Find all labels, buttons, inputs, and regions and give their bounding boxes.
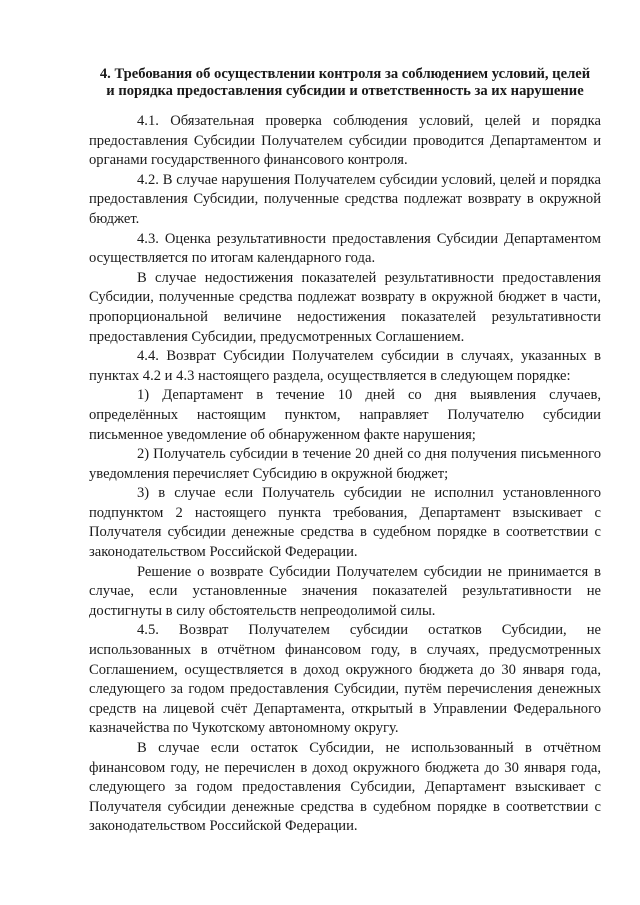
paragraph-4-4-item-3: 3) в случае если Получатель субсидии не исполнил установленного подпунктом 2 настоящего пункта требования, Департамент взыскивает с Получателя субсидии денежные средства в судебном порядке в соответствии с законодательством Российской Федерации.	[89, 485, 601, 561]
paragraph-4-4-item-2: 2) Получатель субсидии в течение 20 дней со дня получения письменного уведомления перечисляет Субсидию в окружной бюджет;	[89, 446, 601, 482]
paragraph-4-4-force-majeure: Решение о возврате Субсидии Получателем субсидии не принимается в случае, если установленные значения показателей результативности не достигнуты в силу обстоятельств непреодолимой силы.	[89, 563, 601, 619]
paragraph-4-5: 4.5. Возврат Получателем субсидии остатков Субсидии, не использованных в отчётном финансовом году, в случаях, предусмотренных Соглашением, осуществляется в доход окружного бюджета до 30 января года, следующего за годом предоставления Субсидии, путём перечисления денежных средств на лицевой счёт Департамента, открытый в Управлении Федерального казначейства по Чукотскому автономному округу.	[89, 622, 601, 737]
paragraph-4-4-item-1: 1) Департамент в течение 10 дней со дня выявления случаев, определённых настоящим пунктом, направляет Получателю субсидии письменное уведомление об обнаруженном факте нарушения;	[89, 387, 601, 443]
paragraph-4-3: 4.3. Оценка результативности предоставления Субсидии Департаментом осуществляется по итогам календарного года.	[89, 230, 601, 267]
paragraph-4-3-shortfall: В случае недостижения показателей результативности предоставления Субсидии, полученные средства подлежат возврату в окружной бюджет в части, пропорциональной величине недостижения показателей результативности предоставления Субсидии, предусмотренных Соглашением.	[89, 269, 601, 345]
paragraph-4-2: 4.2. В случае нарушения Получателем субсидии условий, целей и порядка предоставления Субсидии, полученные средства подлежат возврату в окружной бюджет.	[89, 171, 601, 227]
section-title-line-2: и порядка предоставления субсидии и ответственность за их нарушение	[106, 83, 584, 99]
paragraph-4-1: 4.1. Обязательная проверка соблюдения условий, целей и порядка предоставления Субсидии Получателем субсидии проводится Департаментом и органами государственного финансового контроля.	[89, 113, 601, 169]
paragraph-4-4: 4.4. Возврат Субсидии Получателем субсидии в случаях, указанных в пунктах 4.2 и 4.3 настоящего раздела, осуществляется в следующем порядке:	[89, 348, 601, 384]
section-title	[89, 66, 601, 100]
paragraph-4-5-recovery: В случае если остаток Субсидии, не использованный в отчётном финансовом году, не перечислен в доход окружного бюджета до 30 января года, следующего за годом предоставления Субсидии, Департамент взыскивает с Получателя субсидии денежные средства в судебном порядке в соответствии с законодательством Российской Федерации.	[89, 740, 601, 835]
section-title-line-1: 4. Требования об осуществлении контроля за соблюдением условий, целей	[99, 66, 591, 82]
